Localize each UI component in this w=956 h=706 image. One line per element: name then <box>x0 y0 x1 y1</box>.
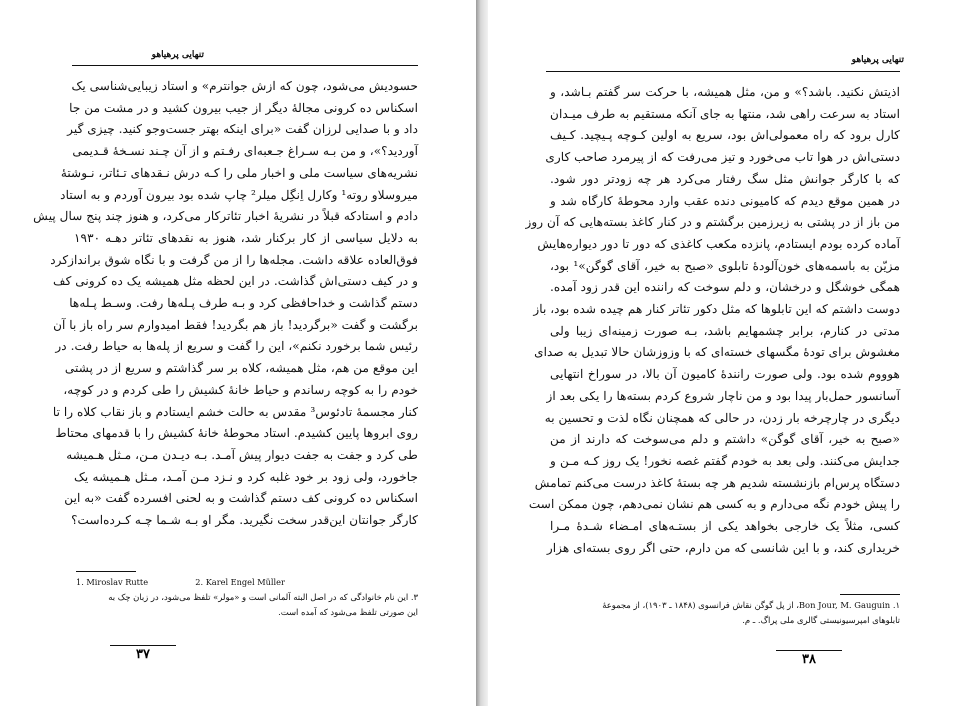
text-line: دادم و استادکه قبلاً در نشریهٔ اخبار تئاترکار می‌کرد، و هنوز چند پنج سال پیش <box>33 209 418 224</box>
footnote-3: ۳. این نام خانوادگی که در اصل البته آلمانی است و «مولر» تلفظ می‌شود، در زبان چک به <box>108 592 418 602</box>
text-line: جدایش می‌کنند. ولی بعد به خودم گفتم غصه نخور! یک روز کـه مـن و <box>550 453 900 468</box>
text-line: میروسلاو روته¹ وکارل اِنگِل میلر² چاپ شده بود بیرون آوردم و به استاد <box>60 187 418 202</box>
text-line: همگی خوشگل و درخشان، و دلم سوخت که راننده این قدر زود آمده. <box>550 280 900 295</box>
header-rule <box>72 65 418 66</box>
running-head: تنهایی پرهیاهو <box>851 55 904 65</box>
text-line: دستی‌اش در هوا تاب می‌خورد و تیز می‌رفت که از پیرمرد صاحب کاری <box>545 150 900 165</box>
text-line: مزیّن به باسمه‌های خون‌آلودهٔ تابلوی «صبح به خیر، آقای گوگن»¹ بود، <box>550 258 900 273</box>
text-line: آوردید؟»، و من بـه سـراغ جـعبه‌ای رفـتم و از آن چـند نسـخهٔ قـدیمی <box>72 144 418 159</box>
text-line: جاخورد، ولی زود بر خود غلبه کرد و نـزد مـن آمـد، مـثل هـمیشه یک <box>74 469 418 484</box>
running-head: تنهایی پرهیاهو <box>151 50 204 60</box>
text-line: اسکناس ده کرونی کف دستم گذاشت و به لحنی افسرده گفت «به این <box>64 491 418 506</box>
text-line: مغشوش برای تودهٔ مگسهای خسته‌ای که با وزوزشان حالا تبدیل به صدای <box>534 345 900 360</box>
footnote-1: ۱. Bon Jour, M. Gauguin، از پل گوگن نقاش فرانسوی (۱۸۴۸ ـ ۱۹۰۳)، از مجموعهٔ <box>602 600 900 610</box>
text-line: این موقع من هم، مثل همیشه، کلاه بر سر گذاشتم و سریع از در پشتی <box>64 361 418 376</box>
text-line: آسانسور حمل‌بار پیدا بود و من ناچار شروع کردم بسته‌ها را یکی بعد از <box>546 388 900 403</box>
text-line: کارگر جوانتان این‌قدر سخت نگیرید. مگر او بـه شـما چـه کـرده‌است؟ <box>71 513 418 528</box>
text-line: مدتی در کنارم، برابر چشمهایم باشد، بـه صورت زمینه‌ای زیبا ولی <box>550 323 900 338</box>
page-number: ۳۷ <box>136 647 150 662</box>
text-line: کارل برود که راه معمولی‌اش بود، سریع به اولین کـوچه پـیچید. کـیف <box>550 128 900 143</box>
text-line: طی کرد و جفت به جفت دیوار پیش آمـد. بـه دیـدن مـن، مـثل هـمیشه <box>66 447 418 462</box>
footnote-rule <box>76 571 136 572</box>
right-page <box>488 0 956 706</box>
book-gutter <box>476 0 488 706</box>
text-line: کنار مجسمهٔ تادئوس³ مقدس به حالت خشم ایستادم و باز نقاب کلاه را تا <box>52 404 418 419</box>
text-line: و در کیف دستی‌اش گذاشت. در این لحظه مثل همیشه یک ده کرونی کف <box>52 274 418 289</box>
text-line: کسی، مثلاً یک خارجی بخواهد یکی از بستـه‌های امـضاء شـدهٔ مـرا <box>550 519 900 534</box>
text-line: استاد به سرعت راهی شد، منتها به جای آنکه مستقیم به طرف میـدان <box>550 106 900 121</box>
text-line: خریداری کند، و با این شانسی که من دارم، حتی اگر روی بسته‌ای هزار <box>546 540 900 555</box>
footnote-rule <box>840 594 900 595</box>
left-page <box>0 0 476 706</box>
text-line: حسودیش می‌شود، چون که ازش جوانترم» و استاد زیبایی‌شناسی یک <box>71 79 418 93</box>
page-number-rule <box>776 650 842 651</box>
text-line: خودم را به کوچه رساندم و حیاط خانهٔ کشیش را طی کردم و در کوچه، <box>63 382 418 397</box>
body-text <box>33 76 418 532</box>
footnote-2: 2. Karel Engel Müller <box>195 577 285 587</box>
body-text <box>525 82 900 559</box>
text-line: هوووم شده بود. ولی صورت رانندهٔ کامیون آن بالا، در سوراخ انتهایی <box>550 367 900 382</box>
text-line: دستگاه پرس‌ام بازنشسته شدیم هر چه بستهٔ کاغذ درست می‌کنم تمامش <box>534 475 900 490</box>
text-line: روی ابروها پایین کشیدم. استاد محوطهٔ خانهٔ کشیش را با قدمهای محتاط <box>55 426 418 441</box>
text-line: من باز از در پشتی به زیرزمین برگشتم و در کنار کاغذ بسته‌هایی که آن روز <box>525 215 900 230</box>
page-number-rule <box>110 645 176 646</box>
text-line: آماده کرده بودم ایستادم، پانزده مکعب کاغذی که دور تا دور دیواره‌هایش <box>537 236 900 251</box>
footnotes <box>76 575 418 620</box>
text-line: دوست داشتم که این تابلوها که مثل دکور تئاتر کنار هم چیده شده بود، باز <box>533 302 900 317</box>
header-rule <box>546 71 900 72</box>
text-line: را پیش خودم نگه می‌دارم و به کسی هم نشان نمی‌دهم، چون ممکن است <box>528 497 900 512</box>
text-line: اسکناس ده کرونی مجالهٔ دیگر از جیب بیرون کشید و در مشت من جا <box>69 100 418 115</box>
text-line: رئیس شما برخورد نکنم»، این را گفت و سریع از پله‌ها به حیاط رفت. در <box>55 339 418 354</box>
footnote-3-continued: این صورتی تلفظ می‌شود که آمده است. <box>278 607 418 617</box>
text-line: فوق‌العاده علاقه داشت. مجله‌ها را از من گرفت و با نگاه شوق براندازکرد <box>50 252 418 267</box>
footnote-1: 1. Miroslav Rutte <box>76 577 149 587</box>
text-line: به دلایل سیاسی از کار برکنار شد، هنوز به نقدهای تئاتر دهـه ۱۹۳۰ <box>74 230 418 245</box>
text-line: در همین موقع دیدم که کامیونی دنده عقب وارد محوطهٔ کارگاه شد و <box>550 193 900 208</box>
text-line: دیگری در چارچرخه بار زدن، در حالی که همچنان نگاه لذت و تحسین به <box>544 410 900 425</box>
text-line: که با کارگر جوانش مثل سگ رفتار می‌کرد هر چه زودتر دور شود. <box>550 171 900 186</box>
text-line: داد و با صدایی لرزان گفت «برای اینکه بهتر جست‌وجو کنید. چیزی گیر <box>67 122 418 137</box>
page-number: ۳۸ <box>802 652 816 667</box>
footnote-1-continued: تابلوهای امپرسیونیستی گالری ملی پراگ. ـ م. <box>742 615 900 625</box>
text-line: «صبح به خیر، آقای گوگن» داشتم و دلم می‌سوخت که دارند از من <box>550 432 900 447</box>
text-line: اذیتش نکنید. باشد؟» و من، مثل همیشه، با حرکت سر گفتم بـاشد، و <box>550 85 900 99</box>
text-line: دستم گذاشت و خداحافظی کرد و بـه طرف پـله‌ها رفت. وسـط پـله‌ها <box>69 296 418 311</box>
text-line: برگشت و گفت «برگردید! باز هم بگردید! فقط امیدوارم سر راه باز با آن <box>53 317 418 332</box>
text-line: نشریه‌های سیاست ملی و اخبار ملی را کـه درش نـقدهای تـئاتر، نـوشتهٔ <box>60 165 418 180</box>
footnote-names <box>76 575 418 590</box>
footnotes <box>548 598 900 628</box>
